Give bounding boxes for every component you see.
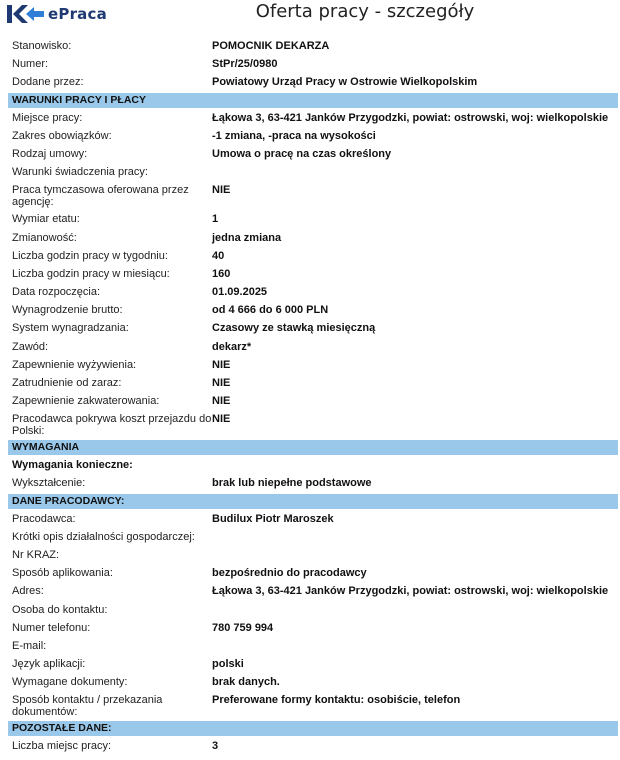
detail-row-liczba-miejsc (8, 737, 618, 755)
detail-row-opis-dzialalnosci (8, 528, 618, 546)
row-value (212, 637, 618, 640)
row-label: Osoba do kontaktu: (12, 603, 108, 616)
subheading-wymagania-konieczne: Wymagania konieczne: (12, 459, 133, 472)
row-label: Język aplikacji: (12, 658, 86, 671)
row-value: 01.09.2025 (212, 286, 268, 299)
row-value: 780 759 994 (212, 621, 274, 634)
row-value: brak danych. (212, 676, 280, 689)
detail-row-wymiar-etatu (8, 210, 618, 228)
row-label: Sposób aplikowania: (12, 567, 113, 580)
detail-row-numer (8, 55, 618, 73)
row-label: Zmianowość: (12, 231, 77, 244)
row-label: Numer telefonu: (12, 621, 91, 634)
detail-row-praca-tymczasowa (8, 181, 618, 210)
detail-row-email (8, 637, 618, 655)
row-value: jedna zmiana (212, 231, 282, 244)
row-label: Nr KRAZ: (12, 548, 60, 561)
detail-row-warunki-swiadczenia (8, 163, 618, 181)
row-value: brak lub niepełne podstawowe (212, 477, 372, 490)
detail-row-godziny-tydzien (8, 247, 618, 265)
detail-row-jezyk-aplikacji (8, 655, 618, 673)
row-value (212, 546, 618, 549)
row-value: 1 (212, 213, 219, 226)
detail-row-godziny-miesiac (8, 265, 618, 283)
detail-row-rodzaj-umowy (8, 145, 618, 163)
row-value: bezpośrednio do pracodawcy (212, 567, 367, 580)
row-value: od 4 666 do 6 000 PLN (212, 304, 329, 317)
row-value: 160 (212, 267, 231, 280)
row-value: dekarz* (212, 340, 252, 353)
detail-row-wymagane-dokumenty (8, 673, 618, 691)
detail-row-koszt-przejazdu (8, 410, 618, 439)
detail-row-zawod (8, 338, 618, 356)
detail-row-pracodawca (8, 510, 618, 528)
row-label: Pracodawca: (12, 512, 76, 525)
row-value: 3 (212, 740, 219, 753)
section-header-wymagania: WYMAGANIA (8, 440, 618, 455)
row-label: Wynagrodzenie brutto: (12, 304, 123, 317)
row-label: E-mail: (12, 639, 47, 652)
row-value: NIE (212, 377, 231, 389)
detail-row-miejsce-pracy (8, 109, 618, 127)
row-value: Łąkowa 3, 63-421 Janków Przygodzki, powiat: ostrowski, woj: wielkopolskie (212, 585, 609, 598)
logo-text: ePraca (48, 5, 107, 23)
epraca-logo[interactable] (6, 2, 116, 26)
row-label: Numer: (12, 58, 49, 71)
row-label: Liczba godzin pracy w miesiącu: (12, 267, 170, 280)
row-label: Zapewnienie zakwaterowania: (12, 395, 160, 408)
row-value: Powiatowy Urząd Pracy w Ostrowie Wielkopolskim (212, 76, 478, 89)
row-label: Liczba miejsc pracy: (12, 740, 112, 753)
row-label: Krótki opis działalności gospodarczej: (12, 530, 195, 543)
epraca-logo-icon (6, 3, 46, 25)
row-value (272, 528, 618, 531)
detail-row-wynagrodzenie (8, 301, 618, 319)
row-label: Adres: (12, 585, 44, 598)
row-label: Sposób kontaktu / przekazania dokumentów: (12, 694, 163, 719)
row-value: NIE (212, 395, 231, 408)
row-label: Praca tymczasowa oferowana przez agencję: (12, 184, 189, 209)
detail-row-data-rozpoczecia (8, 283, 618, 301)
detail-row-adres (8, 582, 618, 600)
row-label: Rodzaj umowy: (12, 147, 88, 160)
detail-row-wyzywienie (8, 356, 618, 374)
detail-row-dodane-przez (8, 73, 618, 91)
section-header-pracodawca: DANE PRACODAWCY: (8, 494, 618, 509)
row-value: Preferowane formy kontaktu: osobiście, telefon (212, 694, 461, 707)
detail-row-stanowisko (8, 37, 618, 55)
row-label: Wymiar etatu: (12, 213, 80, 226)
row-label: Zawód: (12, 340, 49, 353)
row-label: Zatrudnienie od zaraz: (12, 377, 122, 389)
detail-row-zakwaterowanie (8, 392, 618, 410)
row-label: Dodane przez: (12, 76, 84, 89)
row-label: Wymagane dokumenty: (12, 676, 128, 689)
section-header-warunki: WARUNKI PRACY I PŁACY (8, 93, 618, 108)
row-label: System wynagradzania: (12, 322, 129, 335)
row-value (212, 601, 618, 604)
detail-row-nr-kraz (8, 546, 618, 564)
row-label: Warunki świadczenia pracy: (12, 166, 148, 179)
row-label: Pracodawca pokrywa koszt przejazdu do Polski: (12, 413, 212, 438)
row-value: 40 (212, 249, 225, 262)
detail-row-sposob-kontaktu (8, 691, 618, 720)
row-value: StPr/25/0980 (212, 58, 278, 71)
detail-row-zatrudnienie-od-zaraz (8, 374, 618, 392)
row-value: NIE (212, 413, 231, 426)
detail-row-sposob-aplikowania (8, 564, 618, 582)
detail-row-zakres-obowiazkow (8, 127, 618, 145)
row-label: Stanowisko: (12, 40, 72, 52)
row-label: Zapewnienie wyżywienia: (12, 358, 137, 371)
row-value: POMOCNIK DEKARZA (212, 40, 330, 52)
row-label: Liczba godzin pracy w tygodniu: (12, 249, 168, 262)
page-title: Oferta pracy - szczegóły (255, 1, 475, 22)
row-value: -1 zmiana, -praca na wysokości (212, 129, 376, 142)
row-value (212, 163, 618, 166)
detail-row-osoba-kontakt (8, 601, 618, 619)
page-header (0, 0, 620, 30)
row-value: Budilux Piotr Maroszek (212, 512, 334, 525)
row-value: NIE (212, 358, 231, 371)
offer-details (8, 37, 618, 756)
row-value: Łąkowa 3, 63-421 Janków Przygodzki, powiat: ostrowski, woj: wielkopolskie (212, 111, 609, 124)
section-header-pozostale: POZOSTAŁE DANE: (8, 721, 618, 736)
row-label: Miejsce pracy: (12, 111, 83, 124)
detail-row-wyksztalcenie (8, 474, 618, 492)
row-value: Umowa o pracę na czas określony (212, 147, 392, 160)
row-label: Wykształcenie: (12, 477, 86, 490)
row-value: polski (212, 658, 244, 671)
row-label: Data rozpoczęcia: (12, 286, 101, 299)
row-label: Zakres obowiązków: (12, 129, 112, 142)
detail-row-system-wynagradzania (8, 319, 618, 337)
detail-row-telefon (8, 619, 618, 637)
row-value: Czasowy ze stawką miesięczną (212, 322, 376, 335)
detail-row-zmianowosc (8, 229, 618, 247)
row-value: NIE (212, 184, 231, 197)
